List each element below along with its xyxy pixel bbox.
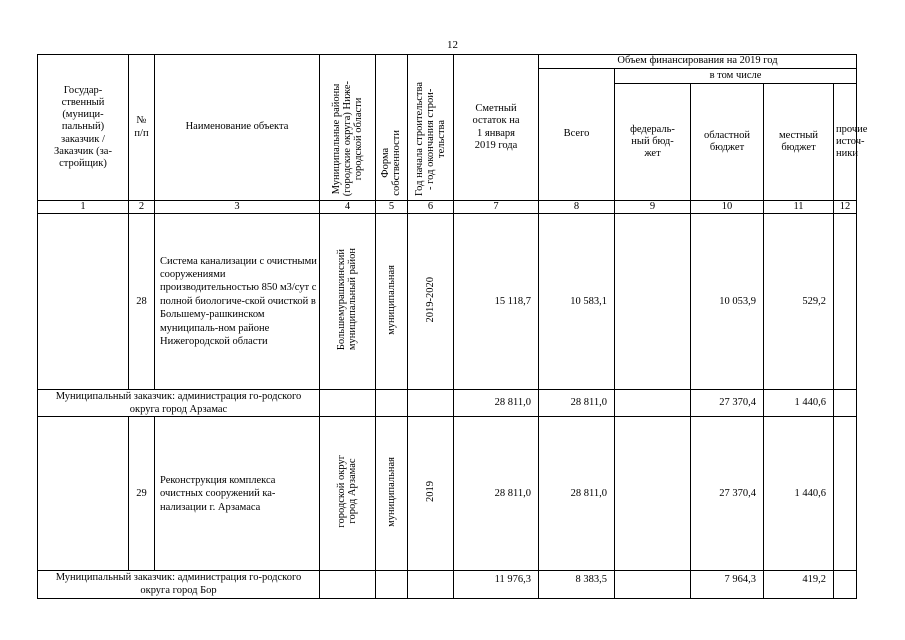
empty-cell [408,390,454,417]
ownership-cell: муниципальная [376,214,408,390]
empty-cell [615,390,691,417]
financing-table [37,54,868,599]
header-federal: федераль- ный бюд- жет [615,84,691,201]
col-number: 7 [454,201,539,214]
header-customer: Государ- ственный (муници- пальный) заказчик / Заказчик (за- стройщик) [38,55,129,201]
header-num: № п/п [129,55,155,201]
empty-cell [376,571,408,598]
col-number: 5 [376,201,408,214]
balance-cell: 15 118,7 [454,214,539,390]
local-cell: 1 440,6 [764,390,834,417]
district-cell: Большемурашкинский муниципальный район [320,214,376,390]
empty-cell [320,571,376,598]
customer-row [38,571,857,598]
header-including: в том числе [615,69,857,84]
regional-cell: 10 053,9 [691,214,764,390]
col-number: 8 [539,201,615,214]
col-number: 4 [320,201,376,214]
header-object: Наименование объекта [155,55,320,201]
federal-cell [615,417,691,571]
header-local: местный бюджет [764,84,834,201]
total-cell: 8 383,5 [539,571,615,598]
customer-cell [38,214,129,390]
col-number: 2 [129,201,155,214]
header-districts: Муниципальные районы (городские округа) Ниже- городской области [320,55,376,201]
empty-cell [834,571,857,598]
empty-cell [320,390,376,417]
total-cell: 28 811,0 [539,417,615,571]
header-total: Всего [539,69,615,201]
header-balance: Сметный остаток на 1 января 2019 года [454,55,539,201]
empty-cell [408,571,454,598]
header-regional: областной бюджет [691,84,764,201]
col-number: 12 [834,201,857,214]
district-cell: городской округ город Арзамас [320,417,376,571]
table-row [38,214,857,390]
total-cell: 28 811,0 [539,390,615,417]
table-row [38,417,857,571]
object-name: Реконструкция комплекса очистных сооружений ка-нализации г. Арзамаса [155,417,320,571]
row-num: 29 [129,417,155,571]
col-number: 6 [408,201,454,214]
customer-cell [38,417,129,571]
col-number: 3 [155,201,320,214]
customer-row [38,390,857,417]
col-number: 11 [764,201,834,214]
regional-cell: 27 370,4 [691,390,764,417]
years-cell: 2019 [408,417,454,571]
customer-label: Муниципальный заказчик: администрация го-родского округа город Бор [38,571,320,598]
local-cell: 529,2 [764,214,834,390]
regional-cell: 7 964,3 [691,571,764,598]
header-years: Год начала строительства - год окончания строи- тельства [408,55,454,201]
col-number: 1 [38,201,129,214]
col-number: 9 [615,201,691,214]
header-financing: Объем финансирования на 2019 год [539,55,857,69]
federal-cell [615,214,691,390]
page-number: 12 [447,39,458,51]
ownership-cell: муниципальная [376,417,408,571]
balance-cell: 11 976,3 [454,571,539,598]
empty-cell [834,390,857,417]
total-cell: 10 583,1 [539,214,615,390]
column-number-row [38,201,857,214]
empty-cell [615,571,691,598]
object-name: Система канализации с очистными сооружениями производительностью 850 м3/сут с полной биологиче-ской очисткой в Большему-рашкинском муниципаль-ном районе Нижегородской области [155,214,320,390]
customer-label: Муниципальный заказчик: администрация го-родского округа город Арзамас [38,390,320,417]
local-cell: 419,2 [764,571,834,598]
header-other: прочие источ- ники [834,84,857,201]
other-cell [834,417,857,571]
header-ownership: Форма собственности [376,55,408,201]
row-num: 28 [129,214,155,390]
local-cell: 1 440,6 [764,417,834,571]
years-cell: 2019-2020 [408,214,454,390]
col-number: 10 [691,201,764,214]
other-cell [834,214,857,390]
balance-cell: 28 811,0 [454,390,539,417]
regional-cell: 27 370,4 [691,417,764,571]
empty-cell [376,390,408,417]
balance-cell: 28 811,0 [454,417,539,571]
